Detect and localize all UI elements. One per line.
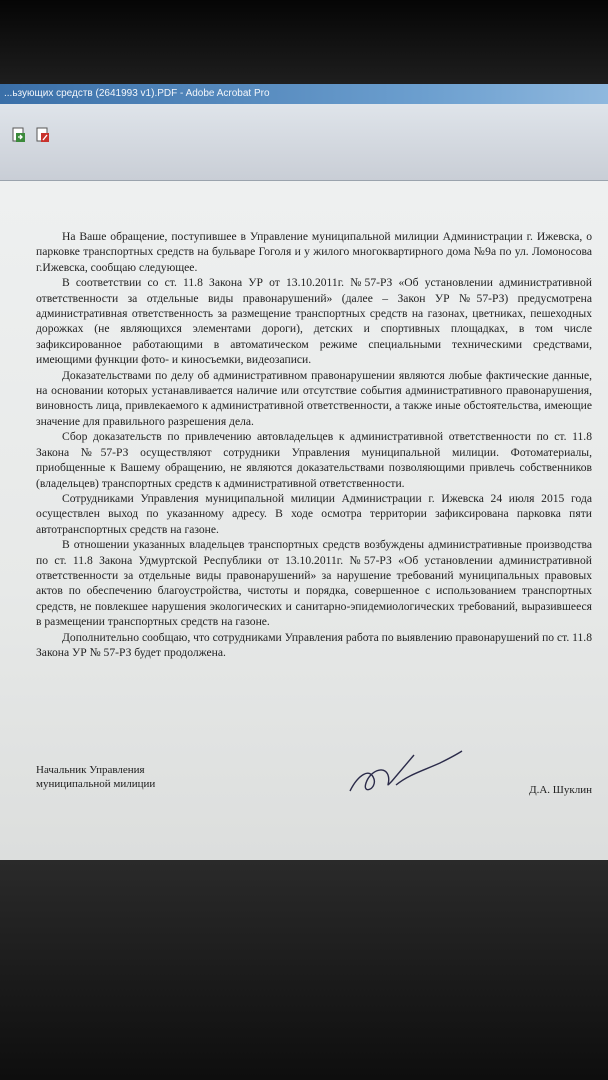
window-title: ...ьзующих средств (2641993 v1).PDF - Adobe Acrobat Pro xyxy=(4,88,270,99)
letter-body xyxy=(36,229,592,660)
paragraph: Доказательствами по делу об административном правонарушении являются любые фактические данные, на основании которых устанавливается наличие или отсутствие события административного правонарушения, виновность лица, привлекаемого к административной ответственности, а также иные обстоятельства, имеющие значение для правильного разрешения дела. xyxy=(36,368,592,428)
monitor-bottom xyxy=(0,860,608,1080)
signatory-position xyxy=(36,763,155,791)
edit-pdf-button[interactable] xyxy=(34,126,52,144)
export-pdf-icon xyxy=(11,127,27,143)
paragraph: В отношении указанных владельцев транспортных средств возбуждены административные производства по ст. 11.8 Закона Удмуртской Республики от 13.10.2011г. №57-РЗ «Об установлении административной ответственности за отдельные виды правонарушений» за нарушение требований муниципальных правовых актов по обеспечению благоустройства, чистоты и порядка, совершенное с использованием транспортных средств, не повлекшее нарушения экологических и санитарно-эпидемиологических требований, выразившееся в размещении транспортных средств на газоне. xyxy=(36,538,592,629)
monitor-bezel xyxy=(0,0,608,84)
paragraph: На Ваше обращение, поступившее в Управление муниципальной милиции Администрации г. Ижевска, о парковке транспортных средств на бульваре Гоголя и у жилого многоквартирного дома №9а по ул. Ломоносова г.Ижевска, сообщаю следующее. xyxy=(36,230,592,274)
handwritten-signature xyxy=(344,745,464,805)
pdf-page xyxy=(0,181,608,860)
acrobat-toolbar xyxy=(0,104,608,181)
paragraph: Сотрудниками Управления муниципальной милиции Администрации г. Ижевска 24 июля 2015 года осуществлен выход по указанному адресу. В ходе осмотра территории зафиксирована парковка пяти автотранспортных средств на газоне. xyxy=(36,491,592,536)
window-titlebar[interactable] xyxy=(0,84,608,104)
export-pdf-button[interactable] xyxy=(10,126,28,144)
signature-block xyxy=(36,763,592,833)
signatory-position-line: муниципальной милиции xyxy=(36,778,156,790)
signatory-position-line: Начальник Управления xyxy=(36,764,145,776)
paragraph: Сбор доказательств по привлечению автовладельцев к административной ответственности по ст. 11.8 Закона №57-РЗ осуществляют сотрудники Управления муниципальной милиции. Фотоматериалы, приобщенные к Вашему обращению, не являются доказательствами позволяющими привлечь собственников (владельцев) транспортных средств к административной ответственности. xyxy=(36,430,592,490)
edit-pdf-icon xyxy=(35,127,51,143)
paragraph: В соответствии со ст. 11.8 Закона УР от 13.10.2011г. №57-РЗ «Об установлении административной ответственности за отдельные виды правонарушений» (далее – Закон УР №57-РЗ) предусмотрена административная ответственность за размещение транспортных средств на газонах, цветниках, пешеходных дорожках (не являющихся элементами дороги), детских и спортивных площадках, в том числе зафиксированное работающими в автоматическом режиме специальными техническими средствами, имеющими функции фото- и киносъемки, видеозаписи. xyxy=(36,276,592,367)
signatory-name: Д.А. Шуклин xyxy=(529,784,592,796)
paragraph: Дополнительно сообщаю, что сотрудниками Управления работа по выявлению правонарушений по ст. 11.8 Закона УР № 57-РЗ будет продолжена. xyxy=(36,630,592,659)
